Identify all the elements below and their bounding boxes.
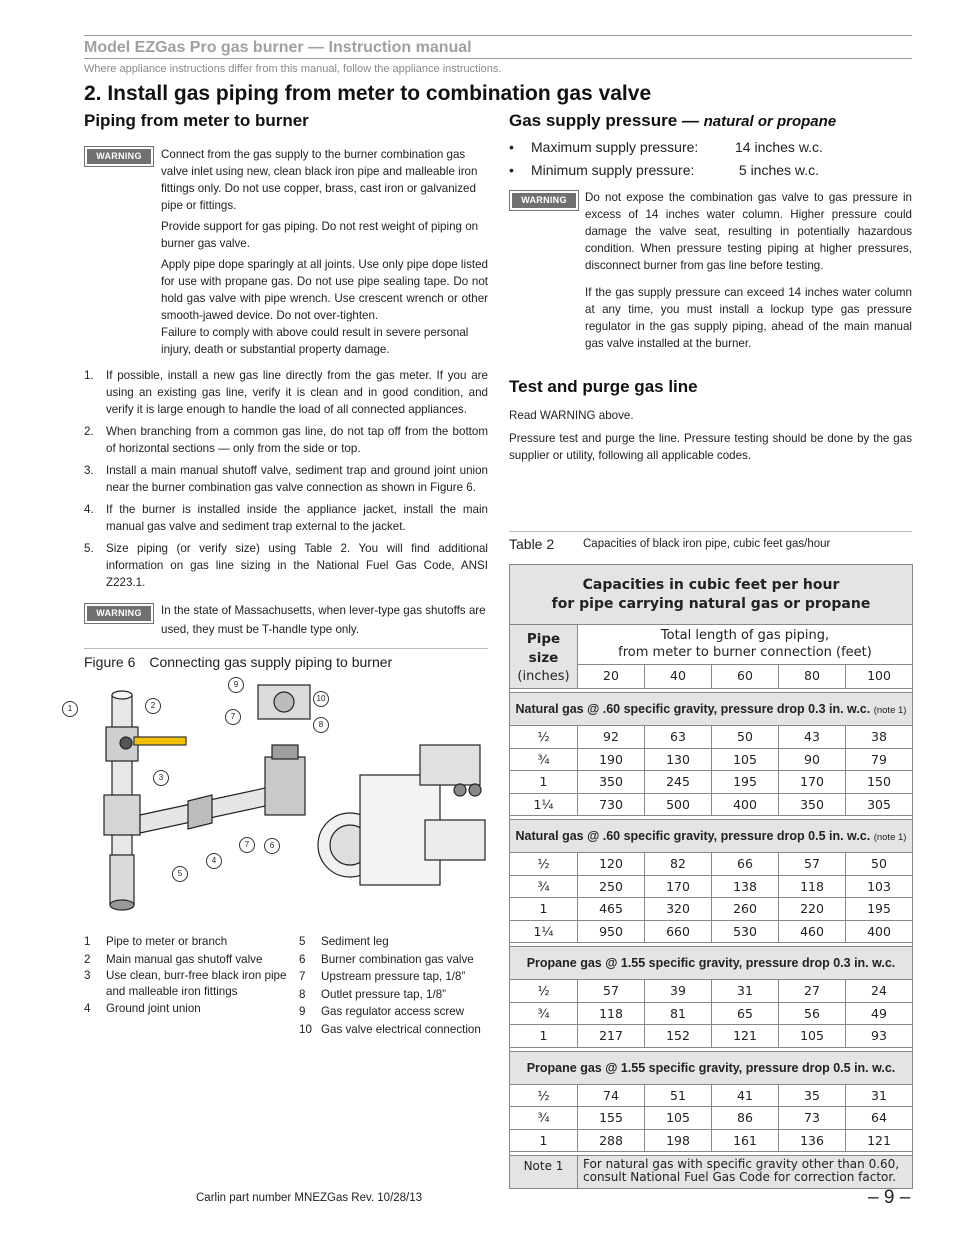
- length-title: [578, 625, 912, 665]
- header-rule-bottom: [84, 58, 912, 59]
- capacity-cell: 350: [779, 794, 846, 816]
- legend-text: Burner combination gas valve: [321, 952, 474, 966]
- pipe-size-cell: 1¼: [510, 794, 578, 816]
- burner-tube: [425, 820, 485, 860]
- capacity-cell: 161: [712, 1130, 779, 1152]
- bullet-icon: •: [509, 139, 514, 155]
- step-number: 5.: [84, 542, 94, 555]
- figure-caption-text: Connecting gas supply piping to burner: [149, 654, 393, 670]
- tee-fitting: [104, 795, 140, 835]
- list-item: [509, 159, 823, 182]
- legend-number: 3: [84, 969, 91, 982]
- legend-item: [299, 1003, 491, 1021]
- capacity-cell: 86: [712, 1107, 779, 1129]
- capacity-cell: 320: [645, 898, 712, 920]
- table-section-header: [510, 692, 912, 726]
- capacity-cell: 82: [645, 853, 712, 875]
- capacity-cell: 31: [871, 1087, 887, 1103]
- length-column: 20: [578, 665, 645, 688]
- warning-badge: WARNING: [510, 191, 578, 210]
- capacity-cell: 195: [867, 901, 891, 916]
- valve-handle: [134, 737, 186, 745]
- pipe-size-cell: ½: [510, 1085, 578, 1107]
- table-row: [510, 749, 912, 772]
- capacity-cell: 121: [867, 1132, 891, 1148]
- capacity-cell: 90: [779, 749, 846, 771]
- capacity-cell: 73: [779, 1107, 846, 1129]
- capacity-cell: 81: [645, 1003, 712, 1025]
- sediment-leg: [110, 855, 134, 905]
- capacity-cell: 500: [645, 794, 712, 816]
- legend-text: Gas regulator access screw: [321, 1005, 465, 1018]
- section-title-text: Propane gas @ 1.55 specific gravity, pressure drop 0.5 in. w.c.: [526, 1060, 896, 1075]
- bullet-label: Minimum supply pressure:: [531, 162, 695, 178]
- step-text: When branching from a common gas line, do not tap off from the bottom of horizontal sections — only from the side or top.: [106, 425, 488, 455]
- callout-10: 10: [313, 691, 329, 707]
- capacity-cell: 66: [712, 853, 779, 875]
- list-item: [509, 136, 823, 159]
- legend-number: 10: [299, 1022, 312, 1036]
- pipe-end: [112, 691, 132, 699]
- length-header: [578, 625, 912, 688]
- step-text: Install a main manual shutoff valve, sediment trap and ground joint union near the burner combination gas valve connection as shown in Figure 6.: [106, 464, 488, 494]
- capacity-cell: 50: [712, 726, 779, 748]
- capacity-cell: 103: [867, 878, 891, 894]
- capacity-cell: 660: [645, 921, 712, 943]
- pipe-size-cell: ¾: [510, 749, 578, 771]
- valve-inset-dial: [274, 692, 294, 712]
- capacity-cell: 220: [779, 898, 846, 920]
- legend-item: [84, 951, 296, 969]
- legend-text: Outlet pressure tap, 1/8”: [321, 987, 447, 1001]
- note-label: Note 1: [510, 1156, 578, 1188]
- pipe-size-cell: ¾: [510, 1107, 578, 1129]
- length-column: 80: [779, 665, 846, 688]
- callout-4: 4: [206, 853, 222, 869]
- table-row: [510, 794, 912, 817]
- legend-text: Main manual gas shutoff valve: [106, 952, 263, 966]
- table-row: [510, 1085, 912, 1108]
- table-row: [510, 876, 912, 899]
- massachusetts-warning-text: In the state of Massachusetts, when lever-type gas shutoffs are used, they must be T-handle type only.: [161, 604, 486, 636]
- capacity-cell: 24: [871, 983, 887, 998]
- capacity-cell: 460: [779, 921, 846, 943]
- table-note: [510, 1155, 912, 1188]
- gas-supply-heading: [509, 111, 836, 131]
- callout-5: 5: [172, 866, 188, 882]
- callout-7: 7: [225, 709, 241, 725]
- capacity-cell: 530: [712, 921, 779, 943]
- capacity-cell: 105: [645, 1107, 712, 1129]
- warning-paragraph: Provide support for gas piping. Do not rest weight of piping on burner gas valve.: [161, 220, 479, 250]
- piping-heading: Piping from meter to burner: [84, 111, 309, 130]
- figure-rule: [84, 648, 488, 649]
- note-text: For natural gas with specific gravity other than 0.60, consult National Fuel Gas Code for correction factor.: [583, 1157, 900, 1184]
- table-section-header: [510, 819, 912, 853]
- step-text: If possible, install a new gas line directly from the gas meter. If you are using an existing gas line, verify it is clean and in good condition, and verify it is large enough to handle the load of all connected appliances.: [106, 369, 488, 416]
- legend-item: [299, 986, 491, 1004]
- legend-number: 2: [84, 952, 91, 966]
- sediment-cap: [110, 900, 134, 910]
- warning-paragraph: If the gas supply pressure can exceed 14 inches water column at any time, you must install a lockup type gas pressure regulator in the gas supply piping, ahead of the main manual gas valve installed at the burner.: [585, 286, 912, 350]
- capacity-cell: 121: [712, 1025, 779, 1047]
- callout-7: 7: [239, 837, 255, 853]
- pipe-size-cell: 1: [510, 1130, 578, 1152]
- capacity-cell: 38: [871, 729, 887, 744]
- callout-2: 2: [145, 698, 161, 714]
- capacity-cell: 50: [871, 856, 887, 871]
- capacity-cell: 217: [578, 1025, 645, 1047]
- pipe-size-cell: 1: [510, 771, 578, 793]
- step-number: 2.: [84, 425, 94, 438]
- list-item: [84, 540, 488, 591]
- list-item: [84, 367, 488, 418]
- table-title-line: Capacities in cubic feet per hour: [582, 577, 840, 593]
- test-purge-text: [509, 407, 912, 468]
- section-title-text: Natural gas @ .60 specific gravity, pressure drop 0.3 in. w.c.: [515, 702, 871, 716]
- callout-8: 8: [313, 717, 329, 733]
- pipe-size-cell: 1: [510, 1025, 578, 1047]
- manual-title: Model EZGas Pro gas burner — Instruction manual: [84, 39, 472, 56]
- legend-item: [299, 933, 491, 951]
- gas-supply-heading-text: Gas supply pressure —: [509, 111, 699, 130]
- capacity-cell: 79: [871, 751, 887, 767]
- indicator: [454, 784, 466, 796]
- table-row: [510, 921, 912, 944]
- table-label: Table 2: [509, 536, 555, 552]
- section-title-text: Propane gas @ 1.55 specific gravity, pressure drop 0.3 in. w.c.: [526, 956, 896, 970]
- table-title: [510, 565, 912, 625]
- table-section-header: [510, 1051, 912, 1085]
- table-title-line: for pipe carrying natural gas or propane: [551, 596, 871, 612]
- capacity-cell: 65: [712, 1003, 779, 1025]
- legend-item: [84, 968, 296, 1000]
- table-row: [510, 853, 912, 876]
- piping-warning-text: [161, 146, 488, 362]
- bullet-icon: •: [509, 162, 514, 178]
- table-rule: [509, 531, 912, 532]
- pressure-warning-text: [585, 189, 912, 356]
- table-row: [510, 898, 912, 921]
- warning-badge: WARNING: [85, 147, 153, 166]
- capacity-cell: 260: [712, 898, 779, 920]
- figure-legend-right: [299, 933, 491, 1038]
- pipe-size-cell: ¾: [510, 876, 578, 898]
- bullet-value: 5 inches w.c.: [735, 162, 820, 178]
- callout-9: 9: [228, 677, 244, 693]
- capacity-cell: 170: [779, 771, 846, 793]
- legend-item: [84, 1000, 296, 1018]
- section-title-text: Natural gas @ .60 specific gravity, pressure drop 0.5 in. w.c.: [515, 829, 871, 843]
- valve-stem: [120, 737, 132, 749]
- pipe-capacity-table: [509, 564, 913, 1189]
- test-purge-heading: Test and purge gas line: [509, 377, 698, 396]
- pipe-size-header: [510, 625, 578, 688]
- legend-item: [299, 951, 491, 969]
- valve-top: [272, 745, 298, 759]
- capacity-cell: 43: [779, 726, 846, 748]
- indicator: [469, 784, 481, 796]
- pipe-size-label: Pipe size: [526, 631, 561, 666]
- capacity-cell: 93: [871, 1028, 887, 1043]
- part-number: Carlin part number MNEZGas Rev. 10/28/13: [196, 1192, 423, 1204]
- pipe-size-cell: 1: [510, 898, 578, 920]
- capacity-cell: 49: [871, 1005, 887, 1021]
- legend-item: [84, 933, 296, 951]
- table-row: [510, 1025, 912, 1048]
- legend-text: Ground joint union: [106, 1002, 201, 1015]
- capacity-cell: 465: [578, 898, 645, 920]
- pipe-size-cell: ½: [510, 980, 578, 1002]
- legend-number: 5: [299, 935, 306, 948]
- capacity-cell: 118: [578, 1003, 645, 1025]
- warning-paragraph: Apply pipe dope sparingly at all joints. Use only pipe dope listed for use with propane gas. Do not use pipe sealing tape. Do not hold gas valve with pipe wrench. Use crescent wrench or other smooth-jawed device. Do not over-tighten.: [161, 258, 488, 322]
- capacity-cell: 136: [779, 1130, 846, 1152]
- table-column-header: [510, 625, 912, 689]
- length-title-line: Total length of gas piping,: [660, 628, 830, 643]
- capacity-cell: 288: [578, 1130, 645, 1152]
- pipe-size-unit: (inches): [517, 669, 570, 684]
- burner-control: [420, 745, 480, 785]
- step-number: 4.: [84, 503, 94, 516]
- section-note: (note 1): [873, 705, 907, 716]
- figure-caption: [84, 654, 392, 670]
- capacity-cell: 27: [779, 980, 846, 1002]
- legend-text: Upstream pressure tap, 1/8”: [321, 970, 466, 983]
- capacity-cell: 130: [645, 749, 712, 771]
- table-row: [510, 1107, 912, 1130]
- pipe-size-cell: 1¼: [510, 921, 578, 943]
- capacity-cell: 64: [871, 1110, 887, 1125]
- capacity-cell: 198: [645, 1130, 712, 1152]
- legend-text: Gas valve electrical connection: [321, 1022, 481, 1036]
- table-section-header: [510, 946, 912, 980]
- capacity-cell: 950: [578, 921, 645, 943]
- length-columns: [578, 665, 912, 688]
- table-row: [510, 1130, 912, 1153]
- callout-3: 3: [153, 770, 169, 786]
- legend-text: Sediment leg: [321, 935, 389, 948]
- header-rule-top: [84, 35, 912, 36]
- pipe-size-cell: ½: [510, 853, 578, 875]
- legend-number: 1: [84, 935, 91, 948]
- capacity-cell: 57: [779, 853, 846, 875]
- pressure-bullets: [509, 136, 823, 182]
- callout-1: 1: [62, 701, 78, 717]
- table-row: [510, 771, 912, 794]
- capacity-cell: 245: [645, 771, 712, 793]
- manual-subtitle: Where appliance instructions differ from this manual, follow the appliance instructions.: [84, 63, 502, 75]
- piping-steps: [84, 367, 488, 596]
- capacity-cell: 51: [645, 1085, 712, 1107]
- capacity-cell: 74: [578, 1085, 645, 1107]
- length-column: 100: [867, 668, 891, 683]
- warning-paragraph: Connect from the gas supply to the burner combination gas valve inlet using new, clean black iron pipe and malleable iron fittings only. Do not use copper, brass, cast iron or galvanized pipe or fittings.: [161, 148, 478, 212]
- capacity-cell: 35: [779, 1085, 846, 1107]
- list-item: [84, 423, 488, 457]
- legend-number: 4: [84, 1002, 91, 1015]
- figure-label: Figure 6: [84, 654, 136, 670]
- capacity-cell: 56: [779, 1003, 846, 1025]
- capacity-cell: 31: [712, 980, 779, 1002]
- pipe-size-cell: ¾: [510, 1003, 578, 1025]
- capacity-cell: 152: [645, 1025, 712, 1047]
- paragraph: Read WARNING above.: [509, 409, 634, 422]
- legend-number: 6: [299, 952, 306, 966]
- figure-legend-left: [84, 933, 296, 1018]
- warning-paragraph: Do not expose the combination gas valve to gas pressure in excess of 14 inches water column. Higher pressure could damage the valve seat, resulting in potentially hazardous condition. When pressure testing piping at higher pressures, disconnect burner from gas line before testing.: [585, 191, 912, 272]
- length-column: 40: [645, 665, 712, 688]
- legend-number: 8: [299, 987, 306, 1001]
- legend-text: Pipe to meter or branch: [106, 935, 228, 948]
- capacity-cell: 120: [578, 853, 645, 875]
- step-number: 3.: [84, 464, 94, 477]
- capacity-cell: 92: [578, 726, 645, 748]
- capacity-cell: 63: [645, 726, 712, 748]
- gas-piping-illustration: [60, 675, 490, 915]
- table-row: [510, 726, 912, 749]
- capacity-cell: 400: [867, 923, 891, 939]
- warning-badge: WARNING: [85, 604, 153, 623]
- capacity-cell: 170: [645, 876, 712, 898]
- capacity-cell: 105: [712, 749, 779, 771]
- legend-number: 7: [299, 970, 306, 983]
- capacity-cell: 57: [578, 980, 645, 1002]
- bullet-label: Maximum supply pressure:: [531, 139, 699, 155]
- list-item: [84, 501, 488, 535]
- warning-paragraph: Failure to comply with above could result in severe personal injury, death or substantial property damage.: [161, 326, 469, 356]
- legend-number: 9: [299, 1005, 306, 1018]
- step-number: 1.: [84, 369, 94, 382]
- legend-item: [299, 968, 491, 986]
- section-title: 2. Install gas piping from meter to combination gas valve: [84, 82, 652, 105]
- step-text: If the burner is installed inside the appliance jacket, install the main manual gas valve and sediment trap external to the jacket.: [106, 503, 488, 533]
- step-text: Size piping (or verify size) using Table 2. You will find additional information on gas line sizing in the National Fuel Gas Code, ANSI Z223.1.: [106, 542, 488, 589]
- table-row: [510, 980, 912, 1003]
- table-caption: Capacities of black iron pipe, cubic feet gas/hour: [583, 538, 831, 550]
- legend-item: [299, 1021, 491, 1039]
- combination-gas-valve: [265, 757, 305, 815]
- callout-6: 6: [264, 838, 280, 854]
- capacity-cell: 150: [867, 774, 891, 789]
- capacity-cell: 195: [712, 771, 779, 793]
- bullet-value: 14 inches w.c.: [735, 139, 823, 155]
- page-number: – 9 –: [868, 1187, 911, 1208]
- paragraph: Pressure test and purge the line. Pressure testing should be done by the gas supplier or utility, following all applicable codes.: [509, 432, 912, 462]
- capacity-cell: 350: [578, 771, 645, 793]
- pipe-size-cell: ½: [510, 726, 578, 748]
- capacity-cell: 190: [578, 749, 645, 771]
- capacity-cell: 41: [712, 1085, 779, 1107]
- capacity-cell: 118: [779, 876, 846, 898]
- section-note: (note 1): [873, 832, 907, 843]
- gas-supply-heading-italic: natural or propane: [703, 113, 837, 130]
- capacity-cell: 250: [578, 876, 645, 898]
- table-sections: [510, 692, 912, 1152]
- capacity-cell: 400: [712, 794, 779, 816]
- capacity-cell: 105: [779, 1025, 846, 1047]
- capacity-cell: 39: [645, 980, 712, 1002]
- capacity-cell: 138: [712, 876, 779, 898]
- ground-joint-union: [188, 795, 212, 829]
- capacity-cell: 155: [578, 1107, 645, 1129]
- legend-text: Use clean, burr-free black iron pipe and malleable iron fittings: [106, 969, 287, 998]
- length-column: 60: [712, 665, 779, 688]
- capacity-cell: 305: [867, 796, 891, 812]
- capacity-cell: 730: [578, 794, 645, 816]
- list-item: [84, 462, 488, 496]
- length-title-line: from meter to burner connection (feet): [618, 645, 872, 660]
- table-row: [510, 1003, 912, 1026]
